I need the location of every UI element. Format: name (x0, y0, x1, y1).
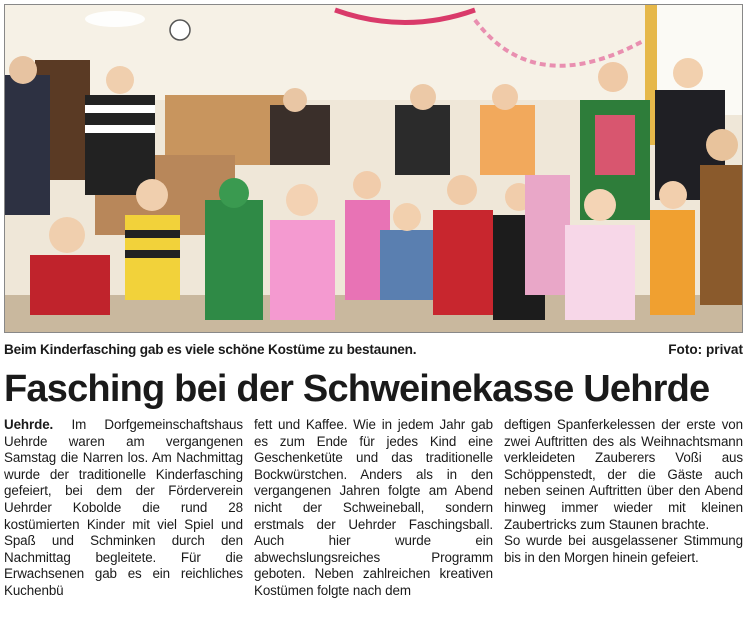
article-column-2 (254, 417, 493, 617)
article-column-1 (4, 417, 243, 617)
paragraph (4, 417, 243, 600)
article-photo (4, 4, 743, 333)
column-3-text: deftigen Spanferkelessen der erste von zwei Auftritten des als Weihnachtsmann verkleideten Zauberers Voßi aus Schöppenstedt, der die Gäste auch neben seinen Auftritten über den Abend hinweg immer wieder mit kleinen Zaubertricks zum Staunen brachte. (504, 417, 743, 532)
article-body (4, 417, 743, 617)
photo-illustration (5, 5, 743, 333)
dateline: Uehrde. (4, 417, 54, 432)
article-column-3 (504, 417, 743, 617)
column-1-text: Im Dorfgemeinschaftshaus Uehrde waren am vergangenen Samstag die Narren los. Am Nachmittag wurde der traditionelle Kinderfasching gefeiert, bei dem der Förderverein Uehrder Kobolde die rund 28 kostümierten Kinder mit viel Spiel und Spaß und Schminken durch den Nachmittag begleitete. Für die Erwachsenen gab es ein reichliches Kuchenbü (4, 417, 243, 598)
column-2-text: fett und Kaffee. Wie in jedem Jahr gab es zum Ende für jedes Kind eine Geschenketüte und das traditionelle Bockwürstchen. Anders als in den vergangenen Jahren folgte am Abend nicht der Schweineball, sondern erstmals der Uehrder Faschingsball. Auch hier wurde ein abwechslungsreiches Programm geboten. Neben zahlreichen kreativen Kostümen folgte nach dem (254, 417, 493, 598)
column-3-closing-text: So wurde bei ausgelassener Stimmung bis in den Morgen hinein gefeiert. (504, 533, 743, 565)
photo-credit: Foto: privat (668, 341, 743, 357)
caption-row (4, 339, 743, 359)
article-headline: Fasching bei der Schweinekasse Uehrde (4, 368, 710, 410)
photo-caption: Beim Kinderfasching gab es viele schöne Kostüme zu bestaunen. (4, 341, 417, 357)
